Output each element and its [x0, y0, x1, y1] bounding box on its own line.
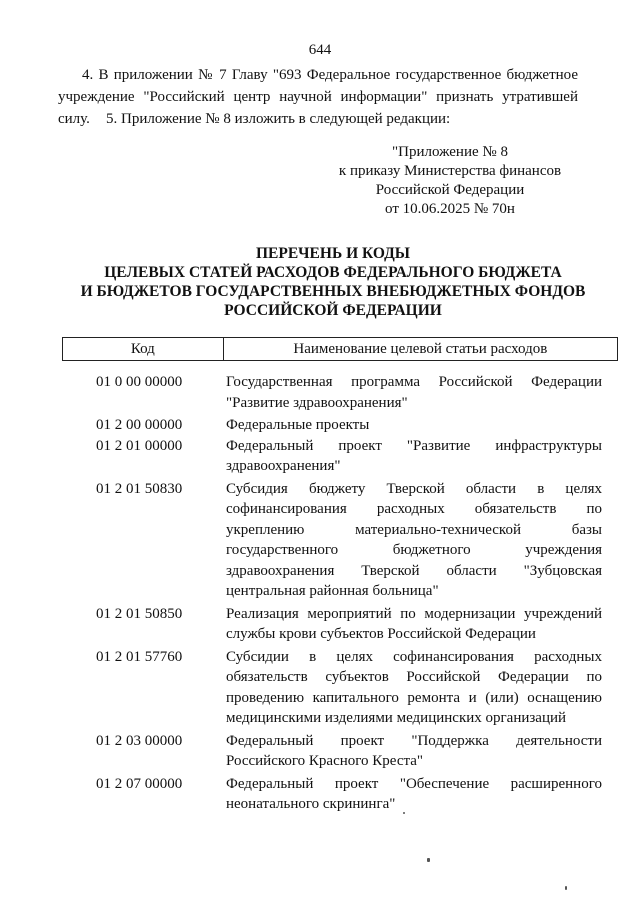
heading-line-1: ПЕРЕЧЕНЬ И КОДЫ [255, 245, 411, 262]
row-name: Реализация мероприятий по модернизации учреждений службы крови субъектов Российской Федерации [226, 605, 602, 642]
document-heading [0, 244, 640, 320]
table-row [62, 647, 618, 729]
header-code: Код [63, 338, 224, 361]
scan-speck [427, 858, 430, 862]
row-code: 01 2 07 00000 [96, 775, 183, 792]
appendix-ref-line-4: от 10.06.2025 № 70н [385, 201, 515, 217]
scan-speck [403, 812, 405, 814]
row-code: 01 2 01 50850 [96, 605, 183, 622]
row-name: Федеральный проект "Поддержка деятельности Российского Красного Креста" [226, 732, 602, 769]
table-row [62, 436, 618, 477]
table-row [62, 372, 618, 413]
header-name: Наименование целевой статьи расходов [223, 338, 617, 361]
row-code: 01 2 01 50830 [96, 480, 183, 497]
paragraph-5: 5. Приложение № 8 изложить в следующей редакции: [106, 111, 451, 127]
table-row [62, 774, 618, 815]
appendix-ref-line-2: к приказу Министерства финансов [338, 163, 562, 179]
row-name: Федеральный проект "Обеспечение расширенного неонатального скрининга" [226, 775, 602, 812]
row-name: Субсидии в целях софинансирования расходных обязательств субъектов Российской Федерации по проведению капитального ремонта и (или) оснащению медицинскими изделиями медицинских организаций [226, 648, 602, 726]
row-code: 01 2 03 00000 [96, 732, 183, 749]
table-row [62, 479, 618, 602]
row-code: 01 0 00 00000 [96, 374, 183, 390]
row-name: Субсидия бюджету Тверской области в целях софинансирования расходных обязательств по укреплению материально-технической базы государственного бюджетного учреждения здравоохранения Тверской области "Зубцовская центральная районная больница" [226, 480, 602, 599]
page-number: 644 [308, 42, 332, 58]
scan-speck [565, 886, 567, 890]
appendix-ref-line-1: "Приложение № 8 [392, 144, 508, 160]
heading-line-3: И БЮДЖЕТОВ ГОСУДАРСТВЕННЫХ ВНЕБЮДЖЕТНЫХ ФОНДОВ [80, 283, 586, 300]
appendix-ref-line-3: Российской Федерации [375, 182, 525, 198]
row-name: Федеральный проект "Развитие инфраструктуры здравоохранения" [226, 437, 602, 474]
codes-table-header [62, 337, 618, 361]
row-name: Государственная программа Российской Федерации "Развитие здравоохранения" [226, 374, 602, 411]
table-row [62, 604, 618, 645]
heading-line-2: ЦЕЛЕВЫХ СТАТЕЙ РАСХОДОВ ФЕДЕРАЛЬНОГО БЮДЖЕТА [104, 264, 562, 281]
paragraph-4: 4. В приложении № 7 Главу "693 Федеральное государственное бюджетное учреждение "Российский центр научной информации" признать утратившей силу. [58, 67, 578, 127]
appendix-reference [300, 143, 640, 219]
table-row [62, 731, 618, 772]
heading-line-4: РОССИЙСКОЙ ФЕДЕРАЦИИ [224, 302, 442, 319]
codes-table-body [62, 372, 618, 815]
table-row [62, 415, 618, 436]
row-code: 01 2 01 00000 [96, 437, 183, 454]
row-code: 01 2 00 00000 [96, 417, 183, 433]
row-name: Федеральные проекты [226, 417, 370, 433]
row-code: 01 2 01 57760 [96, 648, 183, 665]
